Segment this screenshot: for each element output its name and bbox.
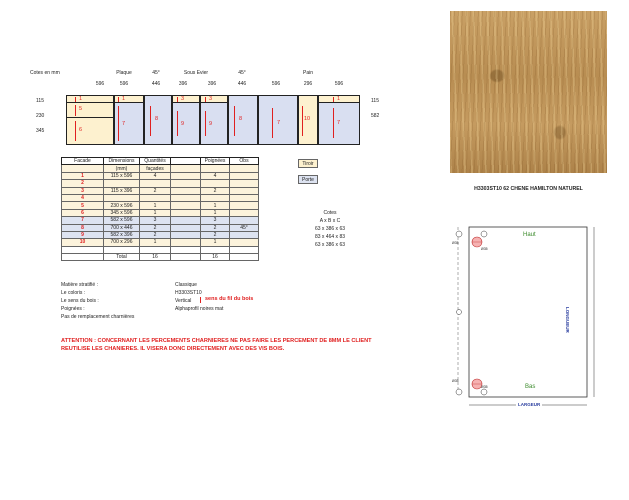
height-label-345: 345: [36, 128, 45, 134]
table-row: [62, 202, 259, 209]
height-label-230: 230: [36, 113, 45, 119]
facade-num: 1: [79, 96, 83, 102]
sub: [62, 165, 104, 172]
cell-poignees: [201, 180, 230, 187]
cell-obs: [230, 194, 259, 201]
cell-poignees: 2: [201, 224, 230, 231]
cabinet-4: [172, 95, 200, 145]
sub: [201, 165, 230, 172]
facade-num: 8: [155, 116, 159, 122]
cabinet-5: [200, 95, 228, 145]
cell-poignees: 4: [201, 172, 230, 179]
cabinet-2: [114, 95, 144, 145]
cell-facade: 3: [62, 187, 104, 194]
cell-poignees: 1: [201, 209, 230, 216]
cell-empty: [171, 194, 201, 201]
sub: (mm): [104, 165, 140, 172]
facade-num: 7: [337, 120, 341, 126]
cell-dim: 582 x 596: [104, 217, 140, 224]
sample-caption: H3303ST10 62 CHENE HAMILTON NATUREL: [474, 186, 583, 192]
group-label-3: 45°: [152, 70, 160, 76]
sens-value: Vertical: [175, 298, 192, 304]
table-row: [62, 209, 259, 216]
cell-facade: 9: [62, 231, 104, 238]
group-width-6: 446: [237, 81, 247, 87]
col-facade: Facade: [62, 158, 104, 165]
cell-qty: 2: [140, 224, 171, 231]
height-right-582: 582: [371, 113, 380, 119]
legend-porte: Porte: [298, 175, 318, 184]
group-width-3: 446: [151, 81, 161, 87]
cell-facade: 7: [62, 217, 104, 224]
group-width-4: 396: [178, 81, 188, 87]
cell-obs: [230, 217, 259, 224]
cell-obs: 45°: [230, 224, 259, 231]
facade-num: 9: [181, 121, 185, 127]
total-qty: 16: [140, 254, 171, 261]
cell-qty: 2: [140, 231, 171, 238]
table-row: [62, 239, 259, 246]
cell-obs: [230, 187, 259, 194]
facade-num: 3: [181, 96, 185, 102]
cell-empty: [171, 202, 201, 209]
cell-facade: 4: [62, 194, 104, 201]
cell-dim: 582 x 396: [104, 231, 140, 238]
facade-num: 10: [304, 116, 311, 122]
cell-obs: [230, 172, 259, 179]
cell-poignees: 1: [201, 239, 230, 246]
facade-num: 7: [277, 120, 281, 126]
table-row: [62, 172, 259, 179]
group-label-6: 45°: [238, 70, 246, 76]
group-label-4: Sous Evier: [183, 70, 209, 76]
cell-poignees: 1: [201, 202, 230, 209]
cell-qty: 1: [140, 209, 171, 216]
cell-empty: [171, 239, 201, 246]
cotes-line: 83 x 464 x 83: [314, 234, 346, 240]
drill-size-label: Ø35: [481, 247, 488, 251]
total-poignees: 16: [201, 254, 230, 261]
warning-line-2: REUTILISE LES CHANIERES. IL VISERA DONC DIRECTEMENT AVEC DES VIS BOIS.: [61, 346, 285, 352]
cabinet-7: [258, 95, 298, 145]
group-label-2: Plaque: [116, 70, 132, 76]
cotes-title: Cotes: [323, 210, 337, 216]
table-total-row: [62, 254, 259, 261]
cell-facade: 1: [62, 172, 104, 179]
cell-qty: 2: [140, 187, 171, 194]
cell-facade: 2: [62, 180, 104, 187]
cabinet-1: [66, 95, 114, 145]
cotes-label: Cotes en mm: [30, 70, 60, 76]
table-row: [62, 217, 259, 224]
cell-qty: 3: [140, 217, 171, 224]
cell-dim: 345 x 596: [104, 209, 140, 216]
cell-dim: 700 x 296: [104, 239, 140, 246]
legend-tiroir: Tiroir: [298, 159, 318, 168]
group-width-5: 396: [207, 81, 217, 87]
col-obs: Obs: [230, 158, 259, 165]
cell-empty: [171, 172, 201, 179]
coloris-label: Le coloris :: [61, 290, 86, 296]
table-row: [62, 231, 259, 238]
drill-size-label: Ø35: [452, 379, 459, 383]
cell-empty: [171, 209, 201, 216]
cell-facade: 6: [62, 209, 104, 216]
table-row: [62, 187, 259, 194]
table-row: [62, 180, 259, 187]
cell-empty: [171, 187, 201, 194]
col-dimensions: Dimensions: [104, 158, 140, 165]
warning-line-1: ATTENTION : CONCERNANT LES PERCEMENTS CHARNIERES NE PAS FAIRE LES PERCEMENT DE 8MM LE CLIENT: [61, 338, 372, 344]
cell-dim: 115 x 396: [104, 187, 140, 194]
cell-empty: [171, 224, 201, 231]
cell-empty: [171, 231, 201, 238]
poignees-label: Poignées :: [61, 306, 85, 312]
cell-empty: [171, 180, 201, 187]
facade-num: 1: [122, 96, 126, 102]
cabinet-8: [298, 95, 318, 145]
cell-poignees: 3: [201, 217, 230, 224]
table-row: [62, 194, 259, 201]
poignees-value: Alphaprofil noires mat: [175, 306, 224, 312]
coloris-value: H3303ST10: [175, 290, 202, 296]
cell-obs: [230, 231, 259, 238]
cotes-formula: A x B x C: [319, 218, 341, 224]
cotes-line: 63 x 386 x 63: [314, 226, 346, 232]
cell-dim: 700 x 446: [104, 224, 140, 231]
cabinet-9: [318, 95, 360, 145]
sens-note: sens du fil du bois: [205, 296, 254, 302]
group-width-8: 296: [303, 81, 313, 87]
group-width-9: 596: [334, 81, 344, 87]
wood-sample-image: [450, 11, 607, 173]
facade-num: 7: [122, 121, 126, 127]
table-subheader-row: [62, 165, 259, 172]
label-longueur: LONGUEUR: [565, 307, 570, 333]
height-right-115: 115: [371, 98, 379, 104]
total-label: Total: [104, 254, 140, 261]
cell-facade: 8: [62, 224, 104, 231]
table-row: [62, 224, 259, 231]
cell-qty: [140, 194, 171, 201]
group-width-2: 596: [119, 81, 129, 87]
cell-dim: [104, 180, 140, 187]
table-header-row: [62, 158, 259, 165]
cell-poignees: 2: [201, 187, 230, 194]
sens-grain-mark: [200, 297, 201, 303]
facade-table: [61, 157, 259, 261]
group-width-1: 596: [95, 81, 105, 87]
charnieres-note: Pas de remplacement charnières: [61, 314, 135, 320]
cell-qty: 4: [140, 172, 171, 179]
cell-empty: [171, 217, 201, 224]
label-haut: Haut: [523, 232, 536, 238]
cell-poignees: 2: [201, 231, 230, 238]
cell-dim: 115 x 596: [104, 172, 140, 179]
table-row-empty: [62, 246, 259, 253]
cell-facade: 5: [62, 202, 104, 209]
label-bas: Bas: [525, 384, 536, 390]
height-label-115: 115: [36, 98, 44, 104]
cell-dim: [104, 194, 140, 201]
facade-num: 8: [239, 116, 243, 122]
cabinet-6: [228, 95, 258, 145]
cell-qty: [140, 180, 171, 187]
cell-poignees: [201, 194, 230, 201]
cell-qty: 1: [140, 239, 171, 246]
sub: [171, 165, 201, 172]
facade-num: 1: [337, 96, 341, 102]
cotes-line: 63 x 386 x 63: [314, 242, 346, 248]
group-label-8: Pain: [302, 70, 313, 76]
label-largeur: LARGEUR: [518, 402, 541, 407]
drill-size-label: Ø35: [452, 241, 459, 245]
cabinet-3: [144, 95, 172, 145]
matiere-label: Matière stratifié :: [61, 282, 98, 288]
drill-size-label: Ø35: [481, 385, 488, 389]
sub: façades: [140, 165, 171, 172]
facade-num: 5: [79, 106, 83, 112]
cell-dim: 230 x 596: [104, 202, 140, 209]
matiere-value: Classique: [175, 282, 197, 288]
col-empty: [171, 158, 201, 165]
col-poignees: Poignées: [201, 158, 230, 165]
cell-obs: [230, 180, 259, 187]
cell-obs: [230, 239, 259, 246]
facade-num: 9: [209, 121, 213, 127]
facade-num: 6: [79, 127, 83, 133]
facade-num: 3: [209, 96, 213, 102]
cell-obs: [230, 202, 259, 209]
cell-obs: [230, 209, 259, 216]
cell-qty: 1: [140, 202, 171, 209]
group-width-7: 596: [271, 81, 281, 87]
col-quantites: Quantités: [140, 158, 171, 165]
cell-facade: 10: [62, 239, 104, 246]
sens-label: Le sens du bois :: [61, 298, 99, 304]
sub: [230, 165, 259, 172]
